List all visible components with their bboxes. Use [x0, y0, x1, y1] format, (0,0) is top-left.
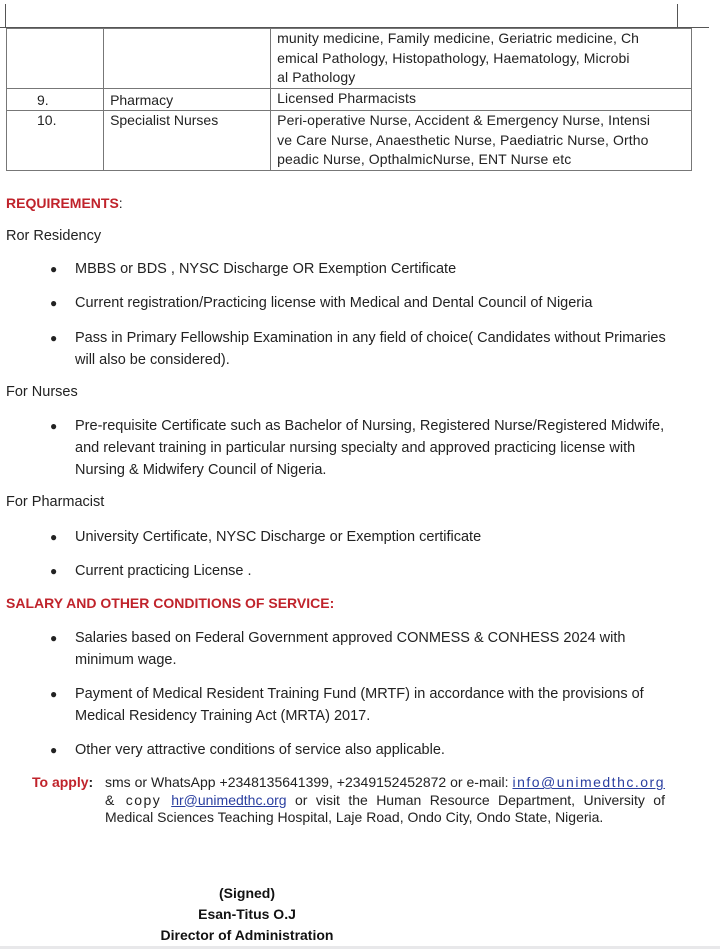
nurses-label: For Nurses — [6, 384, 78, 400]
pharmacist-label: For Pharmacist — [6, 494, 105, 510]
requirements-heading — [6, 195, 123, 211]
bullet-icon: ● — [50, 331, 58, 345]
pharmacist-requirement-item — [50, 526, 680, 548]
positions-table — [6, 28, 692, 171]
residency-requirement-item — [50, 258, 680, 280]
condition-text: Payment of Medical Resident Training Fund (MRTF) in accordance with the provisions of Medical Residency Training Act (MRTA) 2017. — [75, 686, 644, 724]
condition-text: Salaries based on Federal Government approved CONMESS & CONHESS 2024 with minimum wage. — [75, 630, 626, 668]
apply-label-text: To apply — [32, 774, 89, 790]
bullet-icon: ● — [50, 743, 58, 757]
table-cell-cadre — [271, 111, 692, 171]
cadre-line: Licensed Pharmacists — [277, 89, 417, 106]
residency-requirement-item — [50, 327, 680, 371]
info-email-link[interactable]: info@unimedthc.org — [512, 774, 665, 790]
apply-label — [32, 774, 93, 792]
bullet-icon: ● — [50, 530, 58, 544]
apply-contact-text: sms or WhatsApp +2348135641399, +2349152452872 or e-mail: — [105, 774, 513, 790]
requirement-text: Current practicing License . — [75, 563, 252, 579]
cadre-line: ve Care Nurse, Anaesthetic Nurse, Paediatric Nurse, Ortho — [277, 131, 649, 148]
bullet-icon: ● — [50, 419, 58, 433]
table-cell-department: Specialist Nurses — [104, 111, 271, 171]
table-cell-number: 10. — [7, 111, 104, 171]
requirement-text: University Certificate, NYSC Discharge or Exemption certificate — [75, 529, 482, 545]
apply-copy-text: & copy — [105, 791, 172, 808]
how-to-apply — [32, 774, 672, 827]
table-row — [7, 29, 692, 89]
table-row — [7, 111, 692, 171]
salary-condition-item — [50, 627, 680, 671]
hr-email-link[interactable]: hr@unimedthc.org — [171, 791, 287, 808]
page-edge-left-mark — [5, 4, 6, 28]
bullet-icon: ● — [50, 262, 58, 276]
requirements-heading-text: REQUIREMENTS — [6, 195, 119, 211]
table-cell-cadre — [271, 29, 692, 89]
bullet-icon: ● — [50, 631, 58, 645]
table-cell-number — [7, 29, 104, 89]
apply-address-text: or visit the Human Resource Department, University of Medical Sciences Teaching Hospital, Laje Road, Ondo City, Ondo State, Nigeria. — [105, 791, 665, 825]
signature-signed: (Signed) — [219, 885, 275, 901]
requirements-heading-colon: : — [118, 195, 123, 211]
salary-condition-item — [50, 739, 680, 761]
page-edge-right-mark — [677, 4, 678, 28]
bullet-icon: ● — [50, 564, 58, 578]
apply-instructions — [105, 774, 665, 827]
residency-requirement-item — [50, 292, 680, 314]
requirement-text: MBBS or BDS , NYSC Discharge OR Exemption Certificate — [75, 261, 457, 277]
table-cell-number: 9. — [7, 88, 104, 111]
table-cell-cadre — [271, 88, 692, 111]
cadre-line: Peri-operative Nurse, Accident & Emergency Nurse, Intensi — [277, 112, 651, 128]
apply-label-colon: : — [88, 774, 94, 790]
cadre-line: al Pathology — [277, 69, 356, 85]
table-cell-department: Pharmacy — [104, 88, 271, 111]
table-cell-department — [104, 29, 271, 89]
signature-name: Esan-Titus O.J — [198, 906, 296, 922]
salary-heading: SALARY AND OTHER CONDITIONS OF SERVICE: — [6, 595, 335, 611]
salary-condition-item — [50, 683, 680, 727]
table-row — [7, 88, 692, 111]
cadre-line: emical Pathology, Histopathology, Haematology, Microbi — [277, 49, 630, 66]
requirement-text: Pass in Primary Fellowship Examination in any field of choice( Candidates without Primaries will also be considered). — [75, 330, 666, 368]
pharmacist-requirement-item — [50, 560, 680, 582]
requirement-text: Current registration/Practicing license with Medical and Dental Council of Nigeria — [75, 295, 593, 311]
cadre-line: peadic Nurse, OpthalmicNurse, ENT Nurse etc — [277, 151, 572, 167]
residency-label: Ror Residency — [6, 228, 102, 244]
signature-title: Director of Administration — [160, 927, 334, 943]
requirement-text: Pre-requisite Certificate such as Bachelor of Nursing, Registered Nurse/Registered Midwife, and relevant training in particular nursing specialty and approved practicing license with Nursing & Midwifery Council of Nigeria. — [75, 418, 665, 478]
bullet-icon: ● — [50, 296, 58, 310]
condition-text: Other very attractive conditions of service also applicable. — [75, 742, 445, 758]
cadre-line: munity medicine, Family medicine, Geriatric medicine, Ch — [277, 30, 640, 46]
nurses-requirement-item — [50, 415, 680, 481]
bullet-icon: ● — [50, 687, 58, 701]
